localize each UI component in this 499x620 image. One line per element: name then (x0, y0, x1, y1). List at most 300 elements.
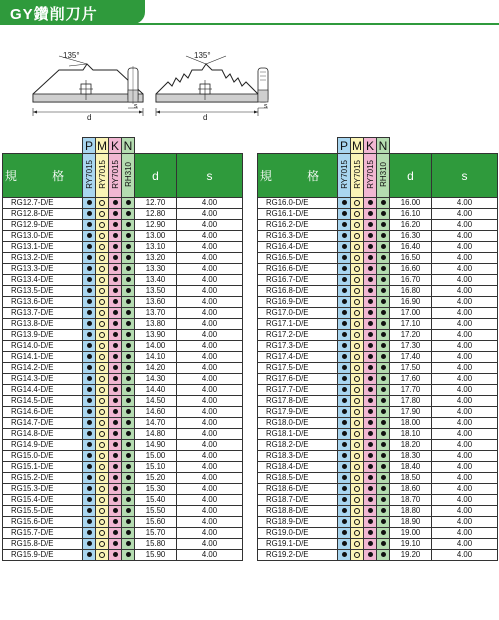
model-cell: RG16.0-D/E (258, 198, 338, 209)
filled-dot-icon (87, 244, 92, 249)
table-row (258, 242, 498, 253)
grade-n-cell (377, 396, 390, 407)
open-circle-icon (99, 409, 105, 415)
grade-m-cell (96, 275, 109, 286)
grade-p-cell (83, 319, 96, 330)
open-circle-icon (99, 233, 105, 239)
grade-n-cell (122, 418, 135, 429)
header-blank (390, 138, 432, 154)
open-circle-icon (99, 266, 105, 272)
filled-dot-icon (126, 310, 131, 315)
table-row (258, 517, 498, 528)
table-row (3, 374, 243, 385)
open-circle-icon (354, 475, 360, 481)
model-cell: RG18.1-D/E (258, 429, 338, 440)
filled-dot-icon (381, 288, 386, 293)
grade-k-cell (364, 209, 377, 220)
filled-dot-icon (368, 233, 373, 238)
table-row (3, 495, 243, 506)
grade-m-cell (96, 220, 109, 231)
filled-dot-icon (342, 519, 347, 524)
open-circle-icon (354, 266, 360, 272)
d-cell: 14.00 (135, 341, 177, 352)
table-row (258, 308, 498, 319)
filled-dot-icon (113, 376, 118, 381)
grade-k-cell (109, 209, 122, 220)
grade-p-cell (83, 308, 96, 319)
table-row (258, 297, 498, 308)
grade-k-cell (364, 407, 377, 418)
grade-p-cell (338, 242, 351, 253)
table-row (3, 418, 243, 429)
model-cell: RG12.7-D/E (3, 198, 83, 209)
d-cell: 15.10 (135, 462, 177, 473)
filled-dot-icon (113, 365, 118, 370)
table-row (258, 341, 498, 352)
grade-p: RY7015 (84, 160, 94, 189)
s-cell: 4.00 (177, 275, 243, 286)
grade-n-cell (122, 275, 135, 286)
filled-dot-icon (113, 288, 118, 293)
grade-n-cell (377, 550, 390, 561)
open-circle-icon (99, 541, 105, 547)
grade-p-cell (338, 407, 351, 418)
grade-n-cell (377, 264, 390, 275)
grade-p-cell (338, 374, 351, 385)
model-cell: RG16.5-D/E (258, 253, 338, 264)
filled-dot-icon (381, 200, 386, 205)
spec-table-right (257, 137, 498, 561)
open-circle-icon (354, 453, 360, 459)
s-cell: 4.00 (432, 484, 498, 495)
filled-dot-icon (381, 475, 386, 480)
d-cell: 17.00 (390, 308, 432, 319)
grade-m-cell (96, 550, 109, 561)
s-cell: 4.00 (177, 253, 243, 264)
d-cell: 14.10 (135, 352, 177, 363)
grade-k-cell (364, 517, 377, 528)
s-cell: 4.00 (432, 374, 498, 385)
grade-p-cell (338, 363, 351, 374)
grade-n-cell (377, 418, 390, 429)
grade-p-cell (83, 506, 96, 517)
d-cell: 17.30 (390, 341, 432, 352)
model-cell: RG14.2-D/E (3, 363, 83, 374)
open-circle-icon (354, 409, 360, 415)
filled-dot-icon (126, 255, 131, 260)
grade-k-cell (109, 484, 122, 495)
grade-p-cell (338, 440, 351, 451)
filled-dot-icon (113, 277, 118, 282)
d-cell: 17.20 (390, 330, 432, 341)
model-cell: RG15.1-D/E (3, 462, 83, 473)
table-row (258, 253, 498, 264)
table-row (3, 286, 243, 297)
s-cell: 4.00 (432, 550, 498, 561)
table-row (258, 418, 498, 429)
filled-dot-icon (126, 277, 131, 282)
grade-p-cell (83, 440, 96, 451)
grade-k-cell (364, 506, 377, 517)
header-m: M (97, 138, 107, 153)
grade-k-cell (364, 275, 377, 286)
open-circle-icon (99, 475, 105, 481)
filled-dot-icon (342, 321, 347, 326)
d-cell: 14.30 (135, 374, 177, 385)
model-cell: RG13.6-D/E (3, 297, 83, 308)
d-cell: 18.10 (390, 429, 432, 440)
filled-dot-icon (368, 519, 373, 524)
open-circle-icon (354, 541, 360, 547)
d-cell: 15.50 (135, 506, 177, 517)
thickness-label-right: s (264, 103, 268, 110)
insert-side-view-left (124, 64, 148, 114)
grade-n-cell (122, 462, 135, 473)
filled-dot-icon (368, 541, 373, 546)
grade-p-cell (338, 264, 351, 275)
model-cell: RG18.4-D/E (258, 462, 338, 473)
grade-n-cell (377, 253, 390, 264)
grade-m-cell (351, 319, 364, 330)
filled-dot-icon (113, 211, 118, 216)
d-cell: 18.20 (390, 440, 432, 451)
open-circle-icon (99, 552, 105, 558)
model-cell: RG15.0-D/E (3, 451, 83, 462)
filled-dot-icon (87, 200, 92, 205)
grade-k-cell (109, 418, 122, 429)
grade-m-cell (351, 440, 364, 451)
grade-m-cell (351, 253, 364, 264)
filled-dot-icon (126, 387, 131, 392)
open-circle-icon (354, 277, 360, 283)
table-row (3, 209, 243, 220)
grade-p-cell (338, 198, 351, 209)
grade-k-cell (109, 308, 122, 319)
s-cell: 4.00 (177, 209, 243, 220)
table-row (3, 308, 243, 319)
grade-p-cell (83, 363, 96, 374)
d-cell: 15.70 (135, 528, 177, 539)
s-cell: 4.00 (432, 198, 498, 209)
grade-k-cell (364, 264, 377, 275)
d-cell: 13.70 (135, 308, 177, 319)
model-cell: RG13.7-D/E (3, 308, 83, 319)
filled-dot-icon (87, 552, 92, 557)
model-cell: RG14.8-D/E (3, 429, 83, 440)
s-cell: 4.00 (177, 440, 243, 451)
model-cell: RG14.7-D/E (3, 418, 83, 429)
open-circle-icon (354, 420, 360, 426)
model-cell: RG14.9-D/E (3, 440, 83, 451)
filled-dot-icon (113, 519, 118, 524)
s-cell: 4.00 (432, 231, 498, 242)
header-p: P (338, 138, 351, 154)
filled-dot-icon (126, 398, 131, 403)
open-circle-icon (99, 288, 105, 294)
s-cell: 4.00 (177, 539, 243, 550)
filled-dot-icon (381, 310, 386, 315)
filled-dot-icon (113, 387, 118, 392)
d-cell: 16.50 (390, 253, 432, 264)
filled-dot-icon (126, 343, 131, 348)
filled-dot-icon (381, 244, 386, 249)
table-row (258, 374, 498, 385)
grade-n-cell (122, 308, 135, 319)
model-cell: RG15.8-D/E (3, 539, 83, 550)
grade-p-cell (83, 495, 96, 506)
grade-n-cell (122, 506, 135, 517)
grade-m-cell (96, 418, 109, 429)
d-cell: 17.80 (390, 396, 432, 407)
grade-m-cell (96, 363, 109, 374)
model-cell: RG14.0-D/E (3, 341, 83, 352)
page-title: GY鑽削刀片 (10, 6, 98, 23)
open-circle-icon (354, 233, 360, 239)
grade-p-cell (338, 209, 351, 220)
d-cell: 15.00 (135, 451, 177, 462)
grade-n-cell (122, 550, 135, 561)
filled-dot-icon (113, 541, 118, 546)
grade-k-cell (109, 517, 122, 528)
d-cell: 14.70 (135, 418, 177, 429)
filled-dot-icon (381, 387, 386, 392)
filled-dot-icon (342, 266, 347, 271)
filled-dot-icon (368, 244, 373, 249)
filled-dot-icon (126, 486, 131, 491)
open-circle-icon (99, 244, 105, 250)
filled-dot-icon (368, 530, 373, 535)
grade-m-cell (351, 539, 364, 550)
filled-dot-icon (126, 354, 131, 359)
open-circle-icon (99, 354, 105, 360)
grade-n-cell (122, 429, 135, 440)
table-row (3, 319, 243, 330)
open-circle-icon (354, 365, 360, 371)
open-circle-icon (99, 200, 105, 206)
grade-n-cell (377, 231, 390, 242)
header-d: d (390, 154, 432, 198)
header-blank (177, 138, 243, 154)
grade-n-cell (377, 286, 390, 297)
filled-dot-icon (381, 211, 386, 216)
d-cell: 13.60 (135, 297, 177, 308)
model-cell: RG18.7-D/E (258, 495, 338, 506)
filled-dot-icon (342, 288, 347, 293)
table-row (3, 275, 243, 286)
grade-k-cell (364, 253, 377, 264)
filled-dot-icon (368, 365, 373, 370)
d-cell: 17.10 (390, 319, 432, 330)
grade-m-cell (96, 462, 109, 473)
open-circle-icon (99, 420, 105, 426)
filled-dot-icon (87, 387, 92, 392)
grade-m-cell (96, 330, 109, 341)
table-row (3, 231, 243, 242)
grade-n-cell (122, 539, 135, 550)
table-row (258, 495, 498, 506)
grade-n-cell (122, 484, 135, 495)
d-cell: 16.30 (390, 231, 432, 242)
filled-dot-icon (126, 508, 131, 513)
s-cell: 4.00 (432, 363, 498, 374)
filled-dot-icon (126, 211, 131, 216)
header-n: N (377, 138, 390, 154)
table-row (3, 451, 243, 462)
d-cell: 15.80 (135, 539, 177, 550)
model-cell: RG16.1-D/E (258, 209, 338, 220)
grade-m-cell (351, 209, 364, 220)
s-cell: 4.00 (177, 330, 243, 341)
model-cell: RG18.6-D/E (258, 484, 338, 495)
table-row (258, 286, 498, 297)
filled-dot-icon (381, 552, 386, 557)
filled-dot-icon (126, 431, 131, 436)
filled-dot-icon (113, 354, 118, 359)
grade-m-cell (96, 385, 109, 396)
header-d: d (135, 154, 177, 198)
filled-dot-icon (368, 398, 373, 403)
grade-m-cell (96, 198, 109, 209)
filled-dot-icon (368, 277, 373, 282)
d-cell: 13.80 (135, 319, 177, 330)
filled-dot-icon (368, 343, 373, 348)
grade-m-cell (351, 517, 364, 528)
grade-m-cell (351, 396, 364, 407)
s-cell: 4.00 (177, 484, 243, 495)
filled-dot-icon (87, 376, 92, 381)
table-row (3, 297, 243, 308)
filled-dot-icon (368, 211, 373, 216)
grade-k-cell (109, 407, 122, 418)
model-cell: RG13.0-D/E (3, 231, 83, 242)
model-cell: RG13.5-D/E (3, 286, 83, 297)
open-circle-icon (99, 387, 105, 393)
open-circle-icon (99, 310, 105, 316)
open-circle-icon (99, 255, 105, 261)
diameter-label-right: d (203, 113, 208, 122)
d-cell: 13.50 (135, 286, 177, 297)
grade-m-cell (96, 495, 109, 506)
d-cell: 13.30 (135, 264, 177, 275)
filled-dot-icon (126, 541, 131, 546)
grade-m-cell (351, 286, 364, 297)
filled-dot-icon (381, 343, 386, 348)
grade-p-cell (83, 550, 96, 561)
grade-k-cell (364, 220, 377, 231)
grade-m-cell (96, 506, 109, 517)
table-row (3, 462, 243, 473)
filled-dot-icon (87, 310, 92, 315)
header-k: K (364, 138, 377, 154)
grade-m-cell (96, 286, 109, 297)
grade-k-cell (364, 374, 377, 385)
grade-n-cell (377, 198, 390, 209)
grade-n-cell (377, 429, 390, 440)
grade-p-cell (83, 539, 96, 550)
s-cell: 4.00 (432, 539, 498, 550)
open-circle-icon (354, 332, 360, 338)
s-cell: 4.00 (177, 264, 243, 275)
grade-m-cell (351, 363, 364, 374)
grade-n-cell (122, 341, 135, 352)
filled-dot-icon (342, 222, 347, 227)
model-cell: RG13.8-D/E (3, 319, 83, 330)
open-circle-icon (99, 332, 105, 338)
grade-k-cell (364, 242, 377, 253)
grade-n-cell (122, 352, 135, 363)
filled-dot-icon (126, 233, 131, 238)
filled-dot-icon (368, 222, 373, 227)
grade-n-cell (377, 484, 390, 495)
grade-m-cell (351, 297, 364, 308)
s-cell: 4.00 (177, 319, 243, 330)
d-cell: 15.30 (135, 484, 177, 495)
grade-k-cell (109, 231, 122, 242)
filled-dot-icon (342, 508, 347, 513)
grade-n-cell (377, 352, 390, 363)
d-cell: 16.20 (390, 220, 432, 231)
table-row (3, 517, 243, 528)
d-cell: 17.60 (390, 374, 432, 385)
grade-p-cell (338, 231, 351, 242)
header-blank (135, 138, 177, 154)
table-row (3, 528, 243, 539)
s-cell: 4.00 (177, 506, 243, 517)
filled-dot-icon (368, 332, 373, 337)
filled-dot-icon (113, 497, 118, 502)
open-circle-icon (354, 530, 360, 536)
filled-dot-icon (87, 453, 92, 458)
grade-p-cell (338, 330, 351, 341)
grade-p-cell (83, 528, 96, 539)
header-blank (432, 138, 498, 154)
s-cell: 4.00 (432, 495, 498, 506)
d-cell: 18.70 (390, 495, 432, 506)
open-circle-icon (354, 376, 360, 382)
open-circle-icon (354, 431, 360, 437)
open-circle-icon (99, 464, 105, 470)
filled-dot-icon (113, 453, 118, 458)
table-row (258, 429, 498, 440)
grade-k-cell (109, 385, 122, 396)
d-cell: 15.60 (135, 517, 177, 528)
angle-label-left: 135° (63, 51, 80, 60)
filled-dot-icon (126, 244, 131, 249)
d-cell: 14.90 (135, 440, 177, 451)
grade-m-cell (96, 253, 109, 264)
open-circle-icon (354, 398, 360, 404)
grade-n-cell (377, 363, 390, 374)
grade-p-cell (338, 275, 351, 286)
grade-n-cell (122, 264, 135, 275)
grade-m-cell (351, 264, 364, 275)
d-cell: 16.80 (390, 286, 432, 297)
s-cell: 4.00 (177, 528, 243, 539)
open-circle-icon (99, 222, 105, 228)
filled-dot-icon (113, 244, 118, 249)
grade-m-cell (96, 374, 109, 385)
grade-n-cell (122, 528, 135, 539)
open-circle-icon (99, 519, 105, 525)
table-row (3, 407, 243, 418)
s-cell: 4.00 (177, 473, 243, 484)
grade-m-cell (351, 341, 364, 352)
filled-dot-icon (381, 431, 386, 436)
grade-m-cell (351, 308, 364, 319)
table-row (3, 341, 243, 352)
header-s: s (432, 154, 498, 198)
s-cell: 4.00 (177, 341, 243, 352)
